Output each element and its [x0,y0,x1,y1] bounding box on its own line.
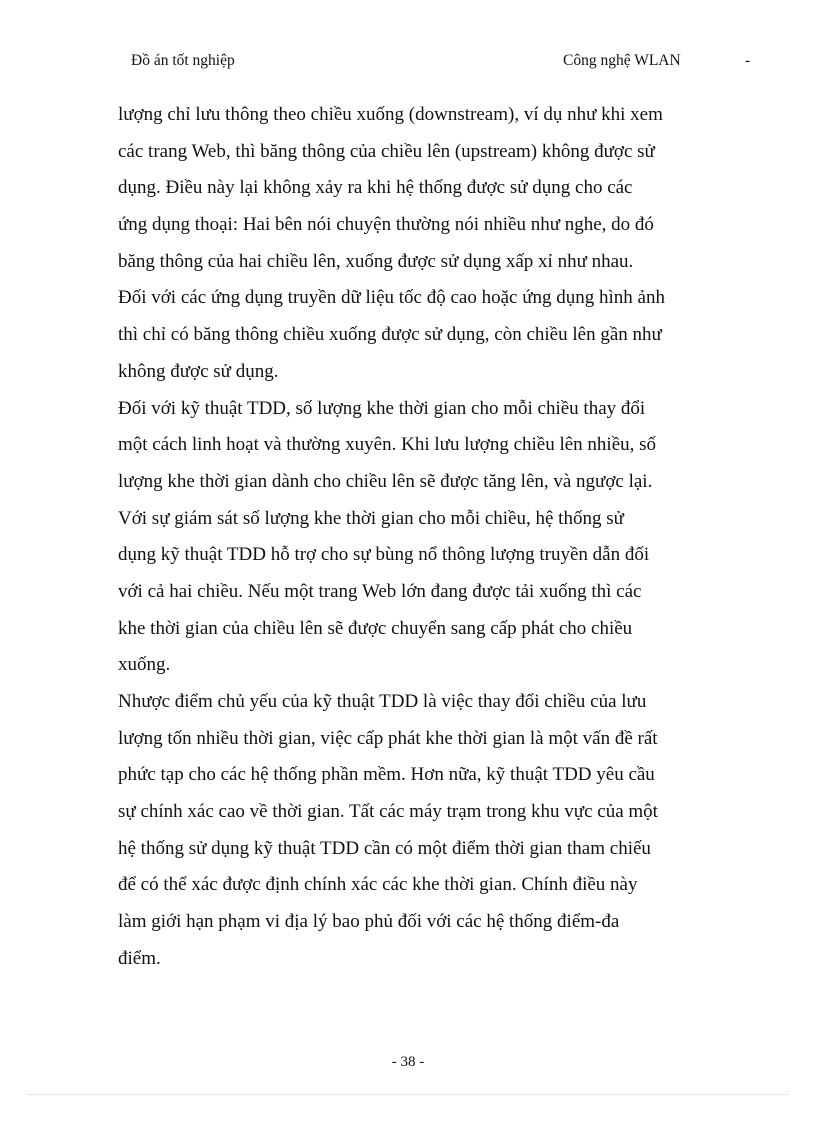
text-line: để có thể xác được định chính xác các khe thời gian. Chính điều này [118,874,638,896]
text-line: dụng kỹ thuật TDD hỗ trợ cho sự bùng nổ thông lượng truyền dẫn đối [118,544,650,566]
text-line: băng thông của hai chiều lên, xuống được sử dụng xấp xỉ như nhau. [118,250,634,272]
text-line: một cách linh hoạt và thường xuyên. Khi lưu lượng chiều lên nhiều, số [118,434,657,456]
header-chapter-title: Công nghệ WLAN [563,52,681,69]
text-line: điểm. [118,947,161,969]
text-line: lượng khe thời gian dành cho chiều lên sẽ được tăng lên, và ngược lại. [118,470,653,492]
text-line: xuống. [118,654,171,676]
page-bottom-divider [28,1094,788,1095]
text-line: Đối với kỹ thuật TDD, số lượng khe thời gian cho mỗi chiều thay đổi [118,397,646,419]
text-line: ứng dụng thoại: Hai bên nói chuyện thường nói nhiều như nghe, do đó [118,214,654,236]
text-line: sự chính xác cao về thời gian. Tất các máy trạm trong khu vực của một [118,801,658,823]
header-document-title: Đồ án tốt nghiệp [131,52,235,69]
text-line: hệ thống sử dụng kỹ thuật TDD cần có một điểm thời gian tham chiếu [118,837,651,859]
text-line: Với sự giám sát số lượng khe thời gian cho mỗi chiều, hệ thống sử [118,507,624,529]
text-line: dụng. Điều này lại không xảy ra khi hệ thống được sử dụng cho các [118,177,633,199]
text-line: với cả hai chiều. Nếu một trang Web lớn đang được tải xuống thì các [118,580,642,602]
body-text [118,97,703,978]
text-line: phức tạp cho các hệ thống phần mềm. Hơn nữa, kỹ thuật TDD yêu cầu [118,764,655,786]
page-number: - 38 - [391,1054,425,1070]
text-line: lượng chỉ lưu thông theo chiều xuống (downstream), ví dụ như khi xem [118,104,663,125]
text-line: làm giới hạn phạm vi địa lý bao phủ đối với các hệ thống điểm-đa [118,911,620,933]
text-line: Nhược điểm chủ yếu của kỹ thuật TDD là việc thay đổi chiều của lưu [118,691,647,712]
text-line: thì chỉ có băng thông chiều xuống được sử dụng, còn chiều lên gần như [118,324,662,346]
text-line: các trang Web, thì băng thông của chiều lên (upstream) không được sử [118,140,655,162]
text-line: lượng tốn nhiều thời gian, việc cấp phát khe thời gian là một vấn đề rất [118,727,658,749]
header-mark: - [745,52,751,69]
text-line: không được sử dụng. [118,360,279,382]
text-line: khe thời gian của chiều lên sẽ được chuyển sang cấp phát cho chiều [118,617,633,639]
text-line: Đối với các ứng dụng truyền dữ liệu tốc độ cao hoặc ứng dụng hình ảnh [118,287,665,309]
page-header [131,52,751,74]
